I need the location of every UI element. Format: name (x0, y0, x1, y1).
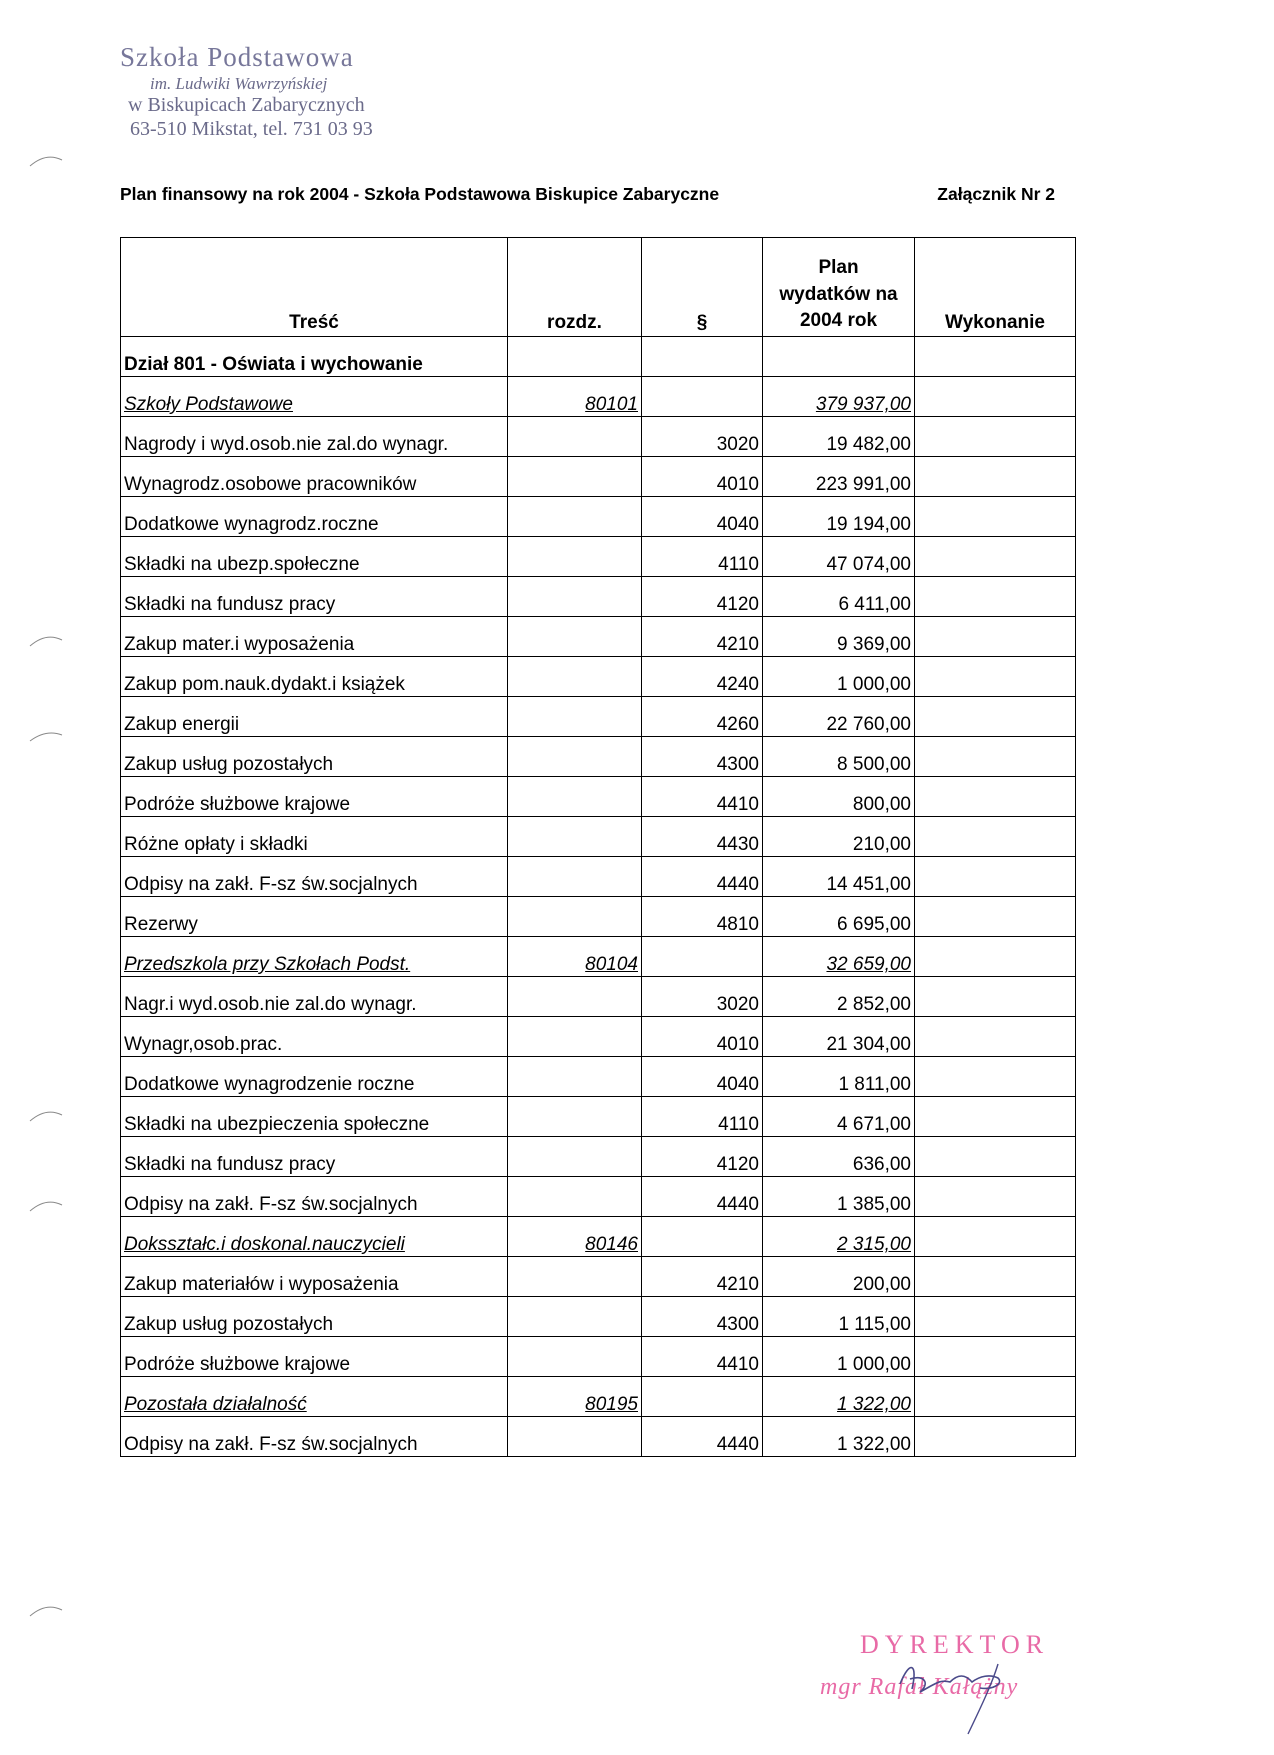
subsection-row (121, 1217, 1076, 1257)
cell-tresc: Dodatkowe wynagrodzenie roczne (121, 1057, 508, 1097)
table-row (121, 457, 1076, 497)
cell-wykonanie (915, 777, 1076, 817)
cell-plan: 19 482,00 (763, 417, 915, 457)
cell-paragraph: 4040 (642, 497, 763, 537)
table-row (121, 817, 1076, 857)
cell-tresc: Zakup usług pozostałych (121, 1297, 508, 1337)
cell-paragraph (642, 377, 763, 417)
cell-wykonanie (915, 857, 1076, 897)
cell-wykonanie (915, 657, 1076, 697)
cell-wykonanie (915, 497, 1076, 537)
cell-wykonanie (915, 1257, 1076, 1297)
cell-tresc: Różne opłaty i składki (121, 817, 508, 857)
cell-paragraph: 4210 (642, 617, 763, 657)
cell-plan: 6 695,00 (763, 897, 915, 937)
cell-plan: 4 671,00 (763, 1097, 915, 1137)
cell-tresc: Składki na ubezp.społeczne (121, 537, 508, 577)
subsection-row (121, 377, 1076, 417)
cell-paragraph (642, 1217, 763, 1257)
section-par-cell (642, 337, 763, 377)
cell-paragraph: 4260 (642, 697, 763, 737)
cell-rozdz (508, 537, 642, 577)
cell-plan: 800,00 (763, 777, 915, 817)
cell-rozdz: 80101 (508, 377, 642, 417)
section-rozdz-cell (508, 337, 642, 377)
punch-mark-icon (28, 725, 68, 745)
table-row (121, 577, 1076, 617)
cell-tresc: Nagrody i wyd.osob.nie zal.do wynagr. (121, 417, 508, 457)
cell-wykonanie (915, 1137, 1076, 1177)
signature-name: mgr Rafał Kałążny (820, 1674, 1019, 1700)
cell-paragraph: 4810 (642, 897, 763, 937)
cell-wykonanie (915, 817, 1076, 857)
cell-wykonanie (915, 1417, 1076, 1457)
cell-rozdz: 80146 (508, 1217, 642, 1257)
cell-rozdz (508, 817, 642, 857)
cell-wykonanie (915, 1017, 1076, 1057)
header-paragraph: § (642, 238, 763, 337)
attachment-number: Załącznik Nr 2 (937, 184, 1055, 204)
header-rozdz: rozdz. (508, 238, 642, 337)
table-row (121, 977, 1076, 1017)
cell-rozdz (508, 1097, 642, 1137)
cell-paragraph: 4240 (642, 657, 763, 697)
cell-paragraph: 4010 (642, 457, 763, 497)
cell-paragraph: 4110 (642, 537, 763, 577)
cell-wykonanie (915, 1217, 1076, 1257)
cell-paragraph (642, 1377, 763, 1417)
cell-plan: 1 115,00 (763, 1297, 915, 1337)
cell-paragraph: 4120 (642, 577, 763, 617)
cell-tresc: Szkoły Podstawowe (121, 377, 508, 417)
cell-rozdz (508, 657, 642, 697)
punch-mark-icon (28, 150, 68, 170)
cell-wykonanie (915, 1057, 1076, 1097)
cell-paragraph: 4010 (642, 1017, 763, 1057)
cell-plan: 6 411,00 (763, 577, 915, 617)
cell-tresc: Wynagrodz.osobowe pracowników (121, 457, 508, 497)
cell-rozdz (508, 577, 642, 617)
section-title: Dział 801 - Oświata i wychowanie (121, 337, 508, 377)
cell-rozdz (508, 1337, 642, 1377)
cell-paragraph (642, 937, 763, 977)
cell-wykonanie (915, 457, 1076, 497)
cell-paragraph: 3020 (642, 977, 763, 1017)
table-row (121, 1297, 1076, 1337)
cell-wykonanie (915, 1097, 1076, 1137)
cell-paragraph: 4040 (642, 1057, 763, 1097)
table-row (121, 1017, 1076, 1057)
cell-wykonanie (915, 1337, 1076, 1377)
cell-tresc: Doksształc.i doskonal.nauczycieli (121, 1217, 508, 1257)
cell-plan: 1 000,00 (763, 657, 915, 697)
cell-plan: 223 991,00 (763, 457, 915, 497)
cell-tresc: Zakup energii (121, 697, 508, 737)
cell-tresc: Zakup pom.nauk.dydakt.i książek (121, 657, 508, 697)
table-row (121, 537, 1076, 577)
cell-plan: 19 194,00 (763, 497, 915, 537)
signature-role: DYREKTOR (860, 1630, 1050, 1659)
cell-plan: 1 385,00 (763, 1177, 915, 1217)
cell-tresc: Odpisy na zakł. F-sz św.socjalnych (121, 1417, 508, 1457)
table-row (121, 1097, 1076, 1137)
cell-wykonanie (915, 617, 1076, 657)
cell-wykonanie (915, 737, 1076, 777)
punch-mark-icon (28, 630, 68, 650)
cell-rozdz (508, 737, 642, 777)
cell-paragraph: 4300 (642, 1297, 763, 1337)
cell-tresc: Podróże służbowe krajowe (121, 1337, 508, 1377)
cell-wykonanie (915, 937, 1076, 977)
table-header-row (121, 238, 1076, 337)
stamp-school-name: Szkoła Podstawowa (120, 42, 354, 72)
cell-paragraph: 4110 (642, 1097, 763, 1137)
stamp-patron: im. Ludwiki Wawrzyńskiej (150, 73, 328, 93)
cell-tresc: Podróże służbowe krajowe (121, 777, 508, 817)
cell-rozdz (508, 697, 642, 737)
cell-plan: 210,00 (763, 817, 915, 857)
cell-tresc: Składki na fundusz pracy (121, 1137, 508, 1177)
cell-rozdz (508, 857, 642, 897)
table-row (121, 1417, 1076, 1457)
cell-tresc: Zakup materiałów i wyposażenia (121, 1257, 508, 1297)
cell-tresc: Odpisy na zakł. F-sz św.socjalnych (121, 1177, 508, 1217)
table-row (121, 417, 1076, 457)
cell-rozdz: 80104 (508, 937, 642, 977)
section-wykonanie-cell (915, 337, 1076, 377)
cell-rozdz (508, 1137, 642, 1177)
header-plan (763, 238, 915, 337)
cell-plan: 1 000,00 (763, 1337, 915, 1377)
stamp-location: w Biskupicach Zabarycznych (128, 93, 365, 116)
subsection-row (121, 937, 1076, 977)
cell-plan: 1 811,00 (763, 1057, 915, 1097)
cell-plan: 200,00 (763, 1257, 915, 1297)
cell-wykonanie (915, 977, 1076, 1017)
table-row (121, 897, 1076, 937)
cell-paragraph: 4410 (642, 777, 763, 817)
financial-plan-table (120, 237, 1076, 1457)
cell-wykonanie (915, 417, 1076, 457)
cell-rozdz (508, 777, 642, 817)
table-row (121, 1137, 1076, 1177)
table-row (121, 617, 1076, 657)
header-plan-line1: Plan (818, 257, 859, 279)
cell-plan: 1 322,00 (763, 1377, 915, 1417)
cell-tresc: Nagr.i wyd.osob.nie zal.do wynagr. (121, 977, 508, 1017)
cell-rozdz (508, 497, 642, 537)
cell-rozdz (508, 1177, 642, 1217)
header-plan-line3: 2004 rok (799, 309, 878, 331)
cell-plan: 32 659,00 (763, 937, 915, 977)
school-stamp (120, 42, 450, 141)
cell-rozdz (508, 1057, 642, 1097)
cell-paragraph: 4430 (642, 817, 763, 857)
cell-tresc: Dodatkowe wynagrodz.roczne (121, 497, 508, 537)
cell-rozdz (508, 1297, 642, 1337)
cell-wykonanie (915, 897, 1076, 937)
cell-paragraph: 4410 (642, 1337, 763, 1377)
cell-paragraph: 4440 (642, 857, 763, 897)
table-row (121, 1337, 1076, 1377)
cell-wykonanie (915, 577, 1076, 617)
cell-rozdz: 80195 (508, 1377, 642, 1417)
cell-rozdz (508, 1017, 642, 1057)
section-plan-cell (763, 337, 915, 377)
subsection-row (121, 1377, 1076, 1417)
cell-rozdz (508, 977, 642, 1017)
section-row (121, 337, 1076, 377)
table-row (121, 657, 1076, 697)
cell-wykonanie (915, 1297, 1076, 1337)
cell-wykonanie (915, 697, 1076, 737)
header-plan-line2: wydatków na (779, 283, 898, 305)
table-row (121, 697, 1076, 737)
table-row (121, 777, 1076, 817)
cell-rozdz (508, 897, 642, 937)
cell-wykonanie (915, 377, 1076, 417)
punch-mark-icon (28, 1195, 68, 1215)
table-row (121, 737, 1076, 777)
cell-plan: 1 322,00 (763, 1417, 915, 1457)
cell-plan: 21 304,00 (763, 1017, 915, 1057)
stamp-address: 63-510 Mikstat, tel. 731 03 93 (130, 117, 373, 140)
cell-tresc: Zakup mater.i wyposażenia (121, 617, 508, 657)
table-row (121, 1257, 1076, 1297)
cell-plan: 22 760,00 (763, 697, 915, 737)
cell-plan: 14 451,00 (763, 857, 915, 897)
cell-plan: 636,00 (763, 1137, 915, 1177)
cell-paragraph: 4300 (642, 737, 763, 777)
table-row (121, 1177, 1076, 1217)
punch-mark-icon (28, 1105, 68, 1125)
cell-wykonanie (915, 1377, 1076, 1417)
punch-mark-icon (28, 1600, 68, 1620)
handwritten-signature-icon (880, 1644, 1050, 1744)
cell-tresc: Pozostała działalność (121, 1377, 508, 1417)
cell-rozdz (508, 1417, 642, 1457)
cell-paragraph: 4440 (642, 1417, 763, 1457)
cell-tresc: Wynagr,osob.prac. (121, 1017, 508, 1057)
cell-tresc: Rezerwy (121, 897, 508, 937)
cell-plan: 47 074,00 (763, 537, 915, 577)
director-signature-stamp (820, 1630, 1080, 1740)
table-row (121, 497, 1076, 537)
cell-paragraph: 4440 (642, 1177, 763, 1217)
document-title: Plan finansowy na rok 2004 - Szkoła Podstawowa Biskupice Zabaryczne (120, 184, 720, 204)
cell-wykonanie (915, 537, 1076, 577)
cell-tresc: Składki na ubezpieczenia społeczne (121, 1097, 508, 1137)
header-tresc: Treść (121, 238, 508, 337)
cell-tresc: Przedszkola przy Szkołach Podst. (121, 937, 508, 977)
table-row (121, 857, 1076, 897)
cell-plan: 2 852,00 (763, 977, 915, 1017)
cell-tresc: Składki na fundusz pracy (121, 577, 508, 617)
cell-rozdz (508, 457, 642, 497)
cell-plan: 8 500,00 (763, 737, 915, 777)
cell-tresc: Zakup usług pozostałych (121, 737, 508, 777)
cell-plan: 9 369,00 (763, 617, 915, 657)
cell-plan: 379 937,00 (763, 377, 915, 417)
table-row (121, 1057, 1076, 1097)
cell-paragraph: 4210 (642, 1257, 763, 1297)
cell-tresc: Odpisy na zakł. F-sz św.socjalnych (121, 857, 508, 897)
cell-rozdz (508, 1257, 642, 1297)
cell-plan: 2 315,00 (763, 1217, 915, 1257)
header-wykonanie: Wykonanie (915, 238, 1076, 337)
cell-paragraph: 3020 (642, 417, 763, 457)
cell-paragraph: 4120 (642, 1137, 763, 1177)
cell-wykonanie (915, 1177, 1076, 1217)
cell-rozdz (508, 617, 642, 657)
cell-rozdz (508, 417, 642, 457)
